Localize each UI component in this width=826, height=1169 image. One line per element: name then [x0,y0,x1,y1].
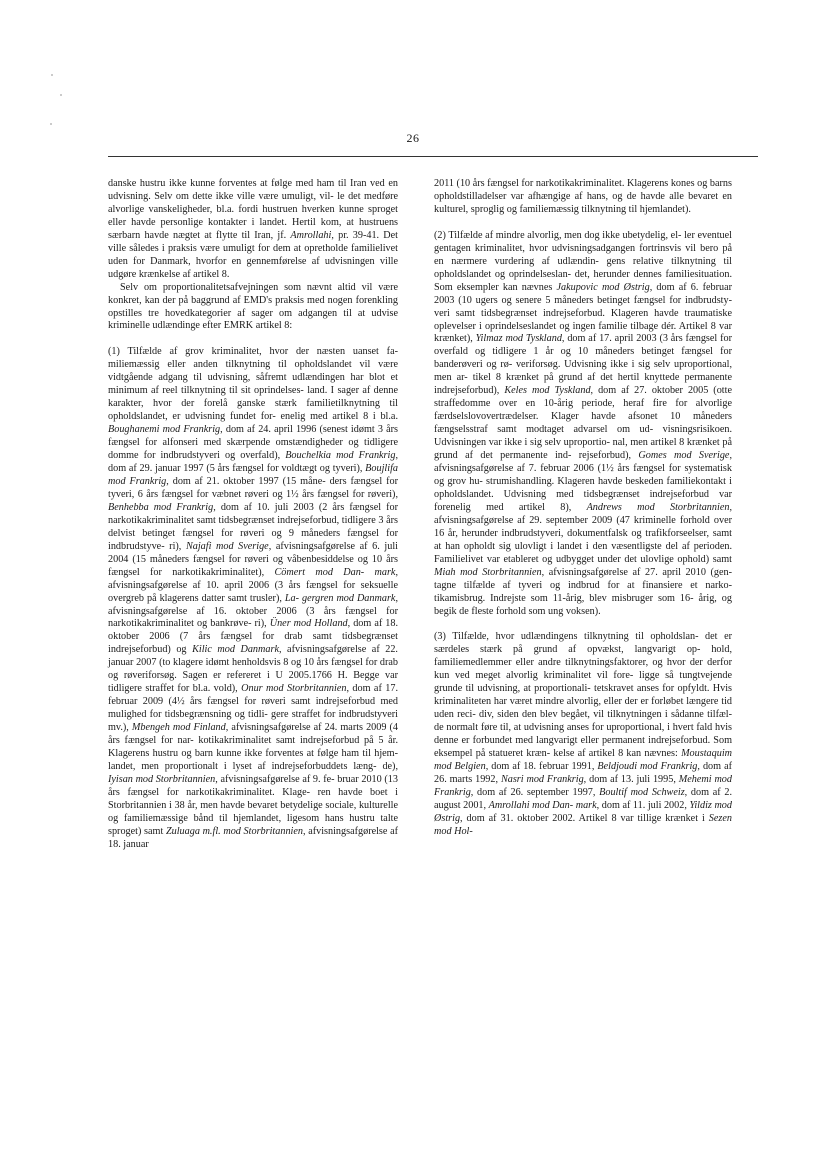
text-run: , dom af 26. september 1997, [470,786,600,798]
text-run: , afvisningsafgørelse af 18. januar [108,825,398,850]
text-run: , afvisningsafgørelse af 6. juli 2004 (15 måneders fængsel for røveri og våbenbesiddelse og 10 års fængsel for narkotikakriminalitet), [108,540,398,578]
text-run: (2) Tilfælde af mindre alvorlig, men dog ikke ubetydelig, el- ler eventuel gentagen kriminalitet, hvor udvisningsadgangen fortrinsvis vil bero på en nærmere vurdering af udlændin- gens relative tilknytning til opholdslandet og oprindelseslan- det, herunder dennes familiesituation. Som eksempler kan nævnes [434,229,732,293]
case-name: Amrollahi [290,229,332,241]
case-name: Beldjoudi mod Frankrig [597,760,698,772]
case-name: Andrews mod Storbritannien [586,501,730,513]
case-name: Yildiz mod Østrig [434,799,732,824]
case-name: Onur mod Storbritannien [241,683,347,695]
case-name: Nasri mod Frankrig [500,773,584,785]
text-run: 2011 (10 års fængsel for narkotikakriminalitet. Klagerens kones og barns opholdstilladelser var afhængige af hans, og de havde alle bevaret en kulturel, sproglig og familiemæssig tilknytning til hjemlandet). [434,178,732,215]
text-run: , dom af 21. oktober 1997 (15 måne- ders fængsel for tyveri, 6 års fængsel for væbnet røveri og 1½ års fængsel for røveri), [108,475,398,500]
text-run: , dom af 17. april 2003 (3 års fængsel for overfald og tidligere 1 år og 10 måneders betinget fængsel for banderøveri og rø- veriforsøg. Udvisning ikke i sig selv uproportional, men ar- tikel 8 krænket på grund af det hertil knyttede permanente indrejseforbud), [434,333,732,397]
paragraph-category-3 [434,631,732,838]
case-name: Najafi mod Sverige [185,540,269,552]
case-name: Benhebba mod Frankrig [108,501,214,513]
text-run: , dom af 29. januar 1997 (5 års fængsel for voldtægt og tyveri), [108,450,398,475]
case-name: La- gergren mod Danmark [284,592,396,604]
case-name: Keles mod Tyskland [504,385,591,397]
text-run: , dom af 18. februar 1991, [485,760,598,772]
case-name: Zuluaga m.fl. mod Storbritannien [165,825,303,837]
paragraph [108,282,398,334]
case-name: Boughanemi mod Frankrig [108,424,221,436]
text-run: (3) Tilfælde, hvor udlændingens tilknytning til opholdslan- det er særdeles stærk på grund af opvækst, langvarigt op- hold, familiemedlemmer eller andre tilknytningsfaktorer, og hvor der derfor kun ved meget alvorlig kriminalitet vil fore- ligge så tungtvejende grunde til udvisning, at proportionali- tetskravet anses for opfyldt. Hvis kriminaliteten har været mindre alvorlig, eller der er forløbet længere tid uden reci- div, siden den blev begået, vil tilknytningen i sådanne tilfæl- de normalt føre til, at udvisning anses for uproportional, i hvert fald hvis denne er forbundet med langvarigt eller permanent indrejseforbud. Som eksempel på statueret kræn- kelse af artikel 8 kan nævnes: [434,631,732,760]
text-run: , dom af 31. oktober 2002. Artikel 8 var tillige krænket i [460,812,709,824]
text-run: , dom af 17. februar 2009 (4½ års fængsel for røveri samt indrejseforbud med mulighed for tidsbegrænsning og tidli- gere straffet for indbrudstyveri mv.), [108,683,398,734]
case-name: Jakupovic mod Østrig [556,281,650,293]
case-name: Gomes mod Sverige [638,450,730,462]
left-column [108,178,398,852]
case-name: Boultif mod Schweiz [599,786,685,798]
text-run: , pr. 39-41. Det ville således i praksis være umuligt for dem at opretholde familielivet uden for Danmark, hvorfor en gennemførelse af udvisningen ville udgøre krænkelse af artikel 8. [108,229,398,280]
case-name: Iyisan mod Storbritannien [108,773,216,785]
case-name: Amrollahi mod Dan- mark [488,799,597,811]
scan-speck [50,123,52,125]
text-run: , dom af 6. februar 2003 (10 ugers og senere 5 måneders betinget fængsel for indbrudsty- veri samt tidsbegrænset indrejseforbud. Klageren havde traumatiske oplevelser i oprindelseslandet og ingen familie tilbage dér. Artikel 8 var krænket), [434,281,732,345]
paragraph-category-2 [434,230,732,619]
text-run: , dom af 24. april 1996 (senest idømt 3 års fængsel for alfonseri med skærpende omstændigheder og tidligere domme for indbrudstyveri og overfald), [108,424,398,462]
case-name: Sezen mod Hol- [434,812,732,837]
page-number: 26 [406,131,420,145]
case-name: Yilmaz mod Tyskland [475,333,562,345]
text-run: , afvisningsafgørelse af 24. marts 2009 (4 års fængsel for nar- kotikakriminalitet samt indrejseforbud på 5 år. Klagerens hustru og barn kunne ikke forventes at følge ham til hjem- landet, men proportionalt i lyset af indrejseforbuddets læng- de), [108,722,398,772]
text-run: , dom af 13. juli 1995, [583,773,679,785]
text-run: , dom af 18. oktober 2006 (7 års fængsel for drab samt tidsbegrænset indrejseforbud) og [108,618,398,656]
paragraph [434,178,732,217]
case-name: Kilic mod Danmark [192,644,279,656]
case-name: Mbengeh mod Finland [131,722,226,734]
text-run: , afvisningsafgørelse af 10. april 2006 (3 års fængsel for seksuelle overgreb på klagerens datter samt trusler), [108,566,399,604]
text-run: , dom af 10. juli 2003 (2 års fængsel for narkotikakriminalitet samt tidsbegrænset indrejseforbud, tidligere 3 års delvist betinget fængsel for røveri og 9 måneders fængsel for indbrudstyve- ri), [108,501,398,552]
paragraph-category-1 [108,346,398,851]
text-run: , dom af 2. august 2001, [434,786,732,811]
text-run: , dom af 26. marts 1992, [434,760,733,785]
header-rule [108,156,758,157]
case-name: Miah mod Storbritannien [434,566,542,578]
paragraph [108,178,398,282]
text-run: , dom af 27. oktober 2005 (otte straffedomme over en 10-årig periode, heraf fire for alvorlige færdselslovovertrædelser. Klager havde afsonet 10 måneders fængselsstraf samt modtaget advarsel om ud- visningsrisikoen. Udvisningen var ikke i sig selv uproportio- nal, men artikel 8 krænket på grund af det permanente ind- rejseforbud), [434,385,732,462]
text-run: , dom af 11. juli 2002, [596,799,690,811]
text-run: , afvisningsafgørelse af 16. oktober 2006 (3 års fængsel for narkotikakriminalitet og bankrøve- ri), [108,592,398,630]
case-name: Moustaquim mod Belgien [434,748,732,772]
scan-speck [60,94,62,96]
right-column [434,178,732,839]
text-run: Selv om proportionalitetsafvejningen som nævnt altid vil være konkret, kan der på baggrund af EMD's praksis med nogen forenkling opstilles tre hovedkategorier af sager om adgangen til at udvise kriminelle udlændinge efter EMRK artikel 8: [108,281,398,332]
text-run: (1) Tilfælde af grov kriminalitet, hvor der næsten uanset fa- miliemæssig eller anden tilknytning til opholdslandet vil være vidtgående adgang til udvisning, såfremt udlændingen har blot et minimum af reel tilknytning til sit oprindelses- land. I sager af denne karakter, hvor der forelå ganske stærk familietilknytning til opholdslandet, er udvisning fundet for- enelig med artikel 8 i bl.a. [108,346,398,423]
case-name: Bouchelkia mod Frankrig [285,450,396,462]
case-name: Boujlifa mod Frankrig [108,463,398,487]
text-run: , afvisningsafgørelse af 29. september 2009 (47 kriminelle forhold over 16 år, herunder indbrudstyveri, dokumentfalsk og trafikforseelser, samt at han opholdt sig ulovligt i landet i den væsentligste del af perioden. Familielivet var etableret og udbygget under det ulovlige ophold) samt [434,501,732,565]
text-run: , afvisningsafgørelse af 27. april 2010 (gen- tagne tilfælde af tyveri og indbrud for at finansiere et narko- tikamisbrug. Indrejste som 11-årig, blev misbruger som 16- årig, og begik de fleste forhold som ung voksen). [434,566,732,617]
text-run: , afvisningsafgørelse af 7. februar 2006 (1½ års fængsel for systematisk og grov hu- strumishandling. Klageren havde beskeden familiekontakt i opholdslandet. Udvisning med tidsbegrænset indrejseforbud var forenelig med artikel 8), [434,450,732,513]
text-run: , afvisningsafgørelse af 9. fe- bruar 2010 (13 års fængsel for narkotikakriminalitet. Klage- ren havde boet i Storbritannien i 38 år, men havde bevaret betydelige sociale, kulturelle og familiemæssige bånd til hjemlandet, ligesom hans hustru talte sproget) samt [108,773,398,837]
scan-speck [51,74,53,76]
case-name: Cömert mod Dan- mark [274,566,396,578]
text-run: , afvisningsafgørelse af 22. januar 2007 (to klagere idømt henholdsvis 8 og 10 års fængsel for drab og røveriforsøg. Sagen er refereret i U 2005.1766 H. Begge var tidligere straffet for bl.a. vold), [108,644,398,695]
case-name: Mehemi mod Frankrig [434,773,732,798]
case-name: Üner mod Holland [269,618,348,630]
text-run: danske hustru ikke kunne forventes at følge med ham til Iran ved en udvisning. Selv om dette ikke ville være umuligt, vil- le det medføre alvorlige vanskeligheder, bl.a. fordi hustruen hverken kunne sproget eller havde personlige kontakter i landet. Hertil kom, at hustruens særbarn havde nægtet at flytte til Iran, jf. [108,178,398,241]
